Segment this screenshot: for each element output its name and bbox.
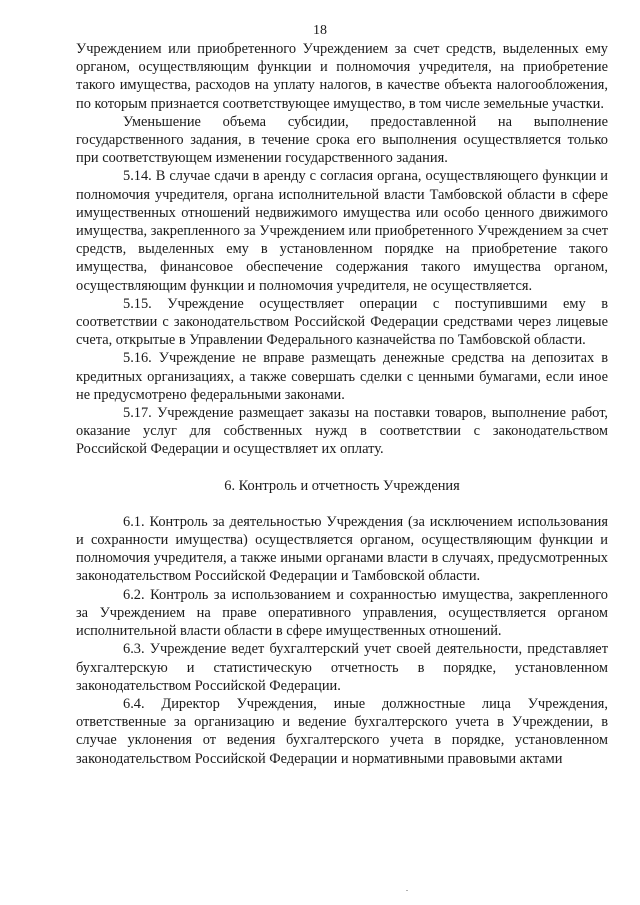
paragraph-6-4: 6.4. Директор Учреждения, иные должностные лица Учреждения, ответственные за организацию и ведение бухгалтерского учета в Учреждении, в случае уклонения от ведения бухгалтерского учета в порядке, установленном законодательством Российской Федерации и нормативными правовыми актами bbox=[76, 695, 608, 767]
paragraph-5-15: 5.15. Учреждение осуществляет операции с поступившими ему в соответствии с законодательством Российской Федерации средствами через лицевые счета, открытые в Управлении Федерального казначейства по Тамбовской области. bbox=[76, 295, 608, 349]
paragraph-6-1: 6.1. Контроль за деятельностью Учреждения (за исключением использования и сохранности имущества) осуществляется органом, осуществляющим функции и полномочия учредителя, а также иными органами власти в случаях, предусмотренных законодательством Российской Федерации и Тамбовской области. bbox=[76, 513, 608, 585]
paragraph-6-2: 6.2. Контроль за использованием и сохранностью имущества, закрепленного за Учреждением на праве оперативного управления, осуществляется органом исполнительной власти области в сфере имущественных отношений. bbox=[76, 586, 608, 640]
paragraph-5-17: 5.17. Учреждение размещает заказы на поставки товаров, выполнение работ, оказание услуг для собственных нужд в соответствии с законодательством Российской Федерации и осуществляет их оплату. bbox=[76, 405, 608, 458]
paragraph-6-3: 6.3. Учреждение ведет бухгалтерский учет своей деятельности, представляет бухгалтерскую и статистическую отчетность в порядке, установленном законодательством Российской Федерации. bbox=[76, 641, 608, 694]
section-spacer-after bbox=[76, 495, 608, 513]
page-number: 18 bbox=[313, 23, 327, 38]
section-spacer-before bbox=[76, 459, 608, 477]
paragraph-5-16: 5.16. Учреждение не вправе размещать денежные средства на депозитах в кредитных организациях, а также совершать сделки с ценными бумагами, если иное не предусмотрено федеральными законами. bbox=[76, 350, 608, 403]
paragraph-continuation: Учреждением или приобретенного Учреждением за счет средств, выделенных ему органом, осуществляющим функции и полномочия учредителя, на приобретение такого имущества, расходов на уплату налогов, в качестве объекта налогообложения, по которым признается соответствующее имущество, в том числе земельные участки. bbox=[76, 41, 608, 112]
paragraph-subsidy-reduction: Уменьшение объема субсидии, предоставленной на выполнение государственного задания, в течение срока его выполнения осуществляется только при соответствующем изменении государственного задания. bbox=[76, 113, 608, 167]
paragraph-5-14: 5.14. В случае сдачи в аренду с согласия органа, осуществляющего функции и полномочия учредителя, органа исполнительной власти Тамбовской области в сфере имущественных отношений недвижимого имущества или особо ценного движимого имущества, закрепленного за Учреждением или приобретенного Учреждением за счет средств, выделенных ему в установленном порядке на приобретение такого имущества, финансовое обеспечение содержания такого имущества органом, осуществляющим функции и полномочия учредителя, не осуществляется. bbox=[76, 168, 608, 294]
scan-speck bbox=[406, 890, 408, 891]
section-heading: 6. Контроль и отчетность Учреждения bbox=[224, 477, 460, 494]
document-body bbox=[76, 40, 608, 768]
